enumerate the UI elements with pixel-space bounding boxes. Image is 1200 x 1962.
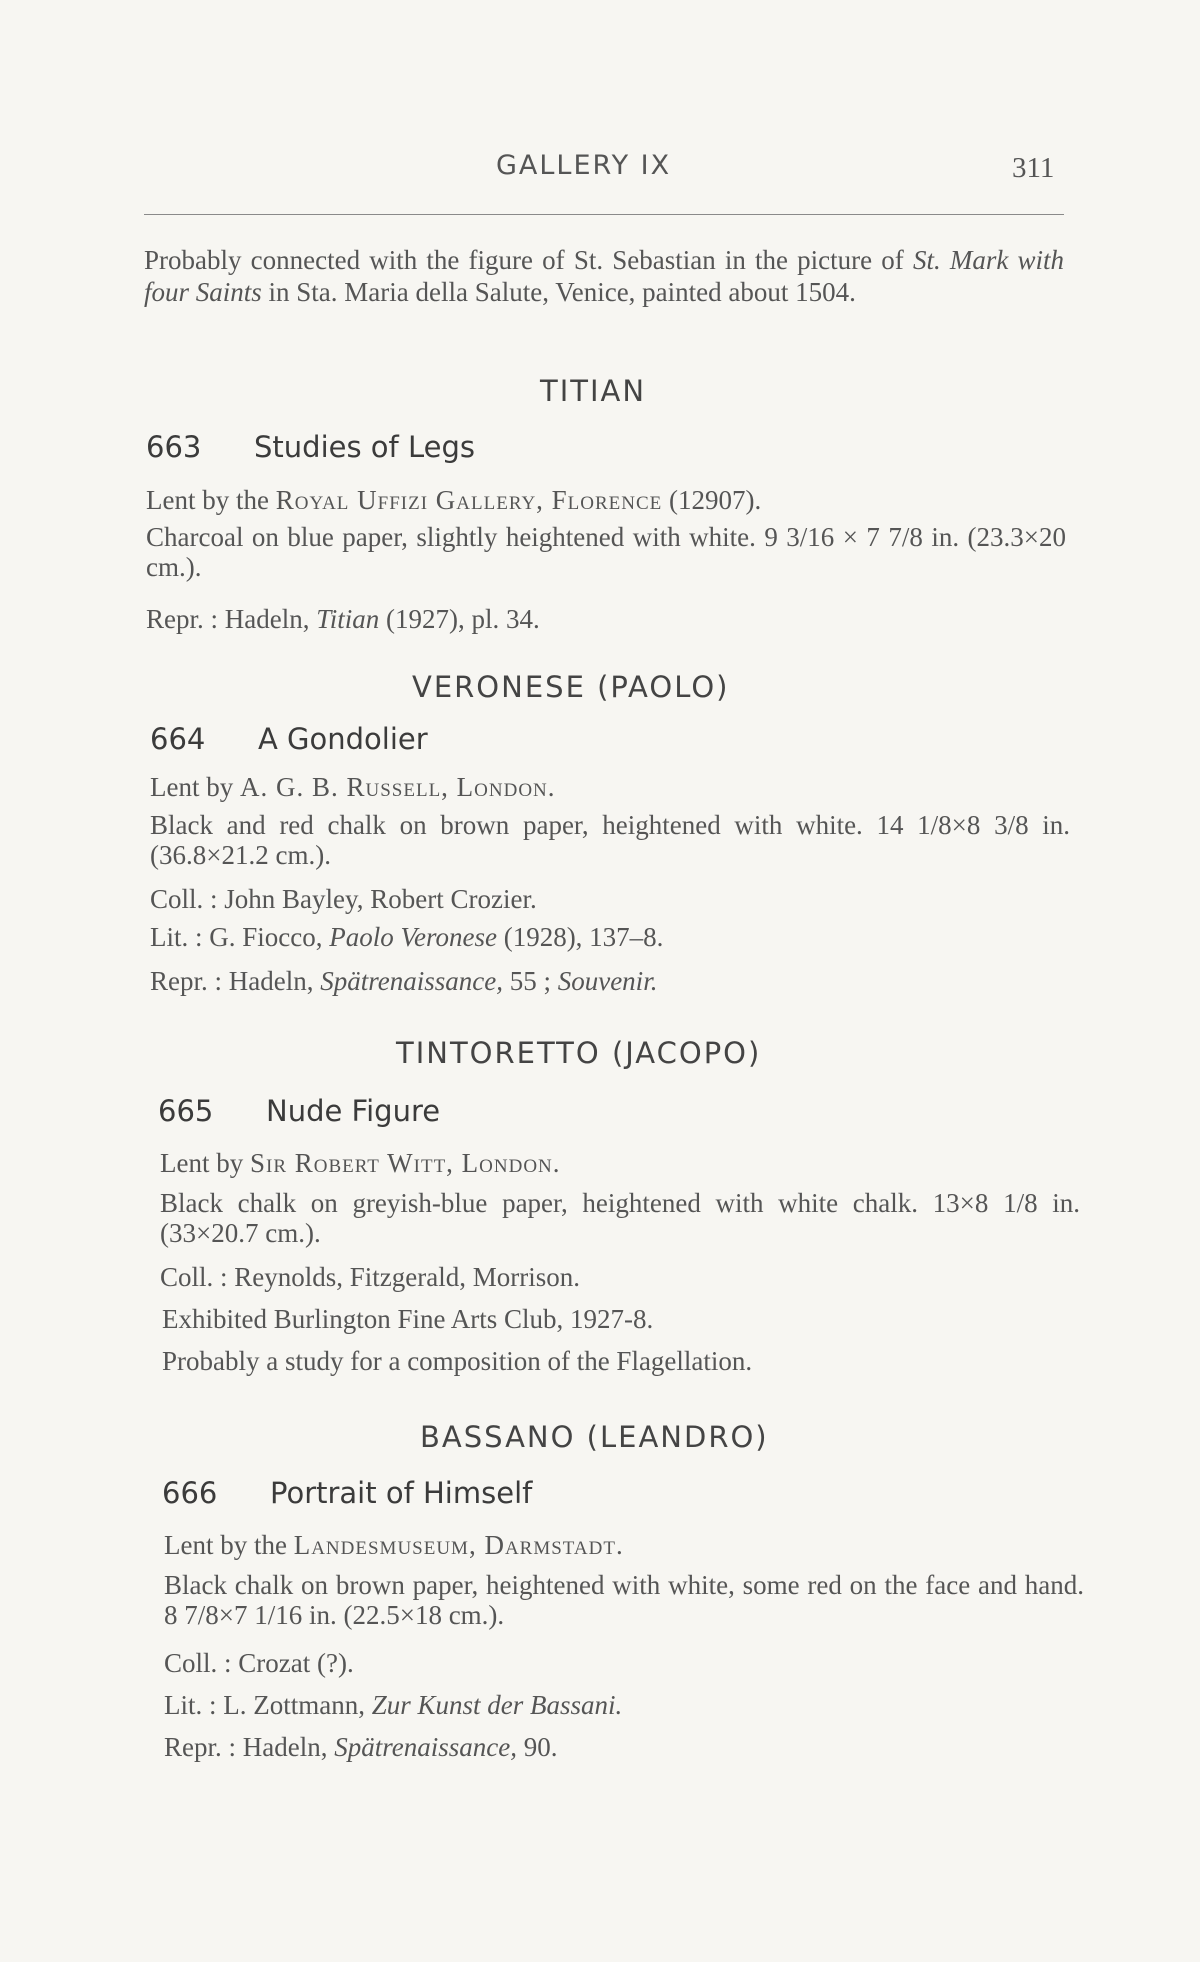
- coll-text: Reynolds, Fitzgerald, Morrison.: [234, 1262, 580, 1292]
- reproduction-line: [150, 966, 657, 997]
- repr-author: Hadeln,: [224, 604, 317, 634]
- gallery-title: GALLERY IX: [496, 150, 672, 181]
- reproduction-line: [164, 1732, 557, 1763]
- catalogue-entry-heading: [162, 1476, 532, 1510]
- lender-line: [146, 485, 761, 516]
- lender-line: [150, 772, 556, 803]
- catalogue-number: 666: [162, 1476, 218, 1510]
- work-title: Portrait of Himself: [270, 1476, 533, 1510]
- repr-italic-title: Spätrenaissance,: [334, 1732, 517, 1762]
- exhibited-line: Exhibited Burlington Fine Arts Club, 1927-8.: [162, 1304, 654, 1334]
- artist-heading: TINTORETTO (JACOPO): [396, 1036, 762, 1070]
- lender-prefix: Lent by: [160, 1148, 250, 1178]
- lender-name: Sir Robert Witt, London.: [249, 1148, 561, 1178]
- lender-prefix: Lent by the: [146, 485, 276, 515]
- catalogue-entry-heading: [146, 430, 475, 464]
- lender-line: [164, 1530, 624, 1561]
- intro-text: Probably connected with the figure of St. Sebastian in the picture of: [144, 245, 913, 275]
- artist-heading: TITIAN: [540, 374, 647, 408]
- repr-label: Repr. :: [164, 1732, 243, 1762]
- lender-suffix: (12907).: [662, 485, 762, 515]
- medium-description: Black chalk on brown paper, heightened with white, some red on the face and hand. 8 7/8×7 1/16 in. (22.5×18 cm.).: [164, 1570, 1084, 1630]
- lit-italic-title: Paolo Veronese: [329, 922, 497, 952]
- repr-label: Repr. :: [146, 604, 225, 634]
- reproduction-line: [146, 604, 540, 635]
- catalogue-entry-heading: [150, 722, 428, 756]
- coll-label: Coll. :: [164, 1648, 239, 1678]
- lender-prefix: Lent by the: [164, 1530, 294, 1560]
- lit-tail: (1928), 137–8.: [496, 922, 664, 952]
- collection-line: [150, 884, 537, 915]
- lender-name: Landesmuseum, Darmstadt.: [293, 1530, 624, 1560]
- coll-label: Coll. :: [150, 884, 225, 914]
- collection-line: [160, 1262, 580, 1293]
- catalogue-entry-heading: [158, 1094, 440, 1128]
- lit-label: Lit. :: [150, 922, 210, 952]
- literature-line: [150, 922, 663, 953]
- collection-line: [164, 1648, 354, 1679]
- page-number: 311: [1012, 152, 1055, 184]
- work-title: A Gondolier: [258, 722, 428, 756]
- intro-italic-title: St. Mark with four Saints: [144, 245, 1064, 307]
- repr-label: Repr. :: [150, 966, 229, 996]
- medium-description: Black and red chalk on brown paper, heightened with white. 14 1/8×8 3/8 in. (36.8×21.2 cm.).: [150, 810, 1070, 870]
- lit-italic-title: Zur Kunst der Bassani.: [371, 1690, 623, 1720]
- catalogue-number: 663: [146, 430, 202, 464]
- literature-line: [164, 1690, 622, 1721]
- artist-heading: BASSANO (LEANDRO): [420, 1420, 769, 1454]
- catalogue-number: 664: [150, 722, 206, 756]
- repr-author: Hadeln,: [228, 966, 321, 996]
- lender-prefix: Lent by: [150, 772, 240, 802]
- lit-label: Lit. :: [164, 1690, 224, 1720]
- repr-italic-title: Titian: [316, 604, 380, 634]
- running-header: [0, 150, 1200, 190]
- work-title: Nude Figure: [266, 1094, 441, 1128]
- repr-italic-title: Spätrenaissance,: [320, 966, 503, 996]
- lender-name: A. G. B. Russell, London.: [239, 772, 556, 802]
- lit-author: G. Fiocco,: [209, 922, 330, 952]
- intro-text-end: in Sta. Maria della Salute, Venice, painted about 1504.: [261, 277, 856, 307]
- coll-text: Crozat (?).: [238, 1648, 354, 1678]
- coll-text: John Bayley, Robert Crozier.: [224, 884, 537, 914]
- repr-italic-souvenir: Souvenir.: [557, 966, 658, 996]
- repr-tail: 90.: [516, 1732, 558, 1762]
- catalogue-number: 665: [158, 1094, 214, 1128]
- header-rule: [144, 214, 1064, 215]
- lender-name: Royal Uffizi Gallery, Florence: [275, 485, 663, 515]
- medium-description: Black chalk on greyish-blue paper, heightened with white chalk. 13×8 1/8 in. (33×20.7 cm.).: [160, 1188, 1080, 1248]
- lender-line: [160, 1148, 561, 1179]
- lit-author: L. Zottmann,: [223, 1690, 372, 1720]
- repr-tail: (1927), pl. 34.: [379, 604, 540, 634]
- repr-tail: 55 ;: [502, 966, 558, 996]
- work-title: Studies of Legs: [254, 430, 475, 464]
- artist-heading: VERONESE (PAOLO): [412, 670, 730, 704]
- medium-description: Charcoal on blue paper, slightly heightened with white. 9 3/16 × 7 7/8 in. (23.3×20 cm.).: [146, 522, 1066, 582]
- repr-author: Hadeln,: [242, 1732, 335, 1762]
- coll-label: Coll. :: [160, 1262, 235, 1292]
- note-line: Probably a study for a composition of the Flagellation.: [162, 1346, 753, 1376]
- intro-paragraph: [144, 244, 1064, 308]
